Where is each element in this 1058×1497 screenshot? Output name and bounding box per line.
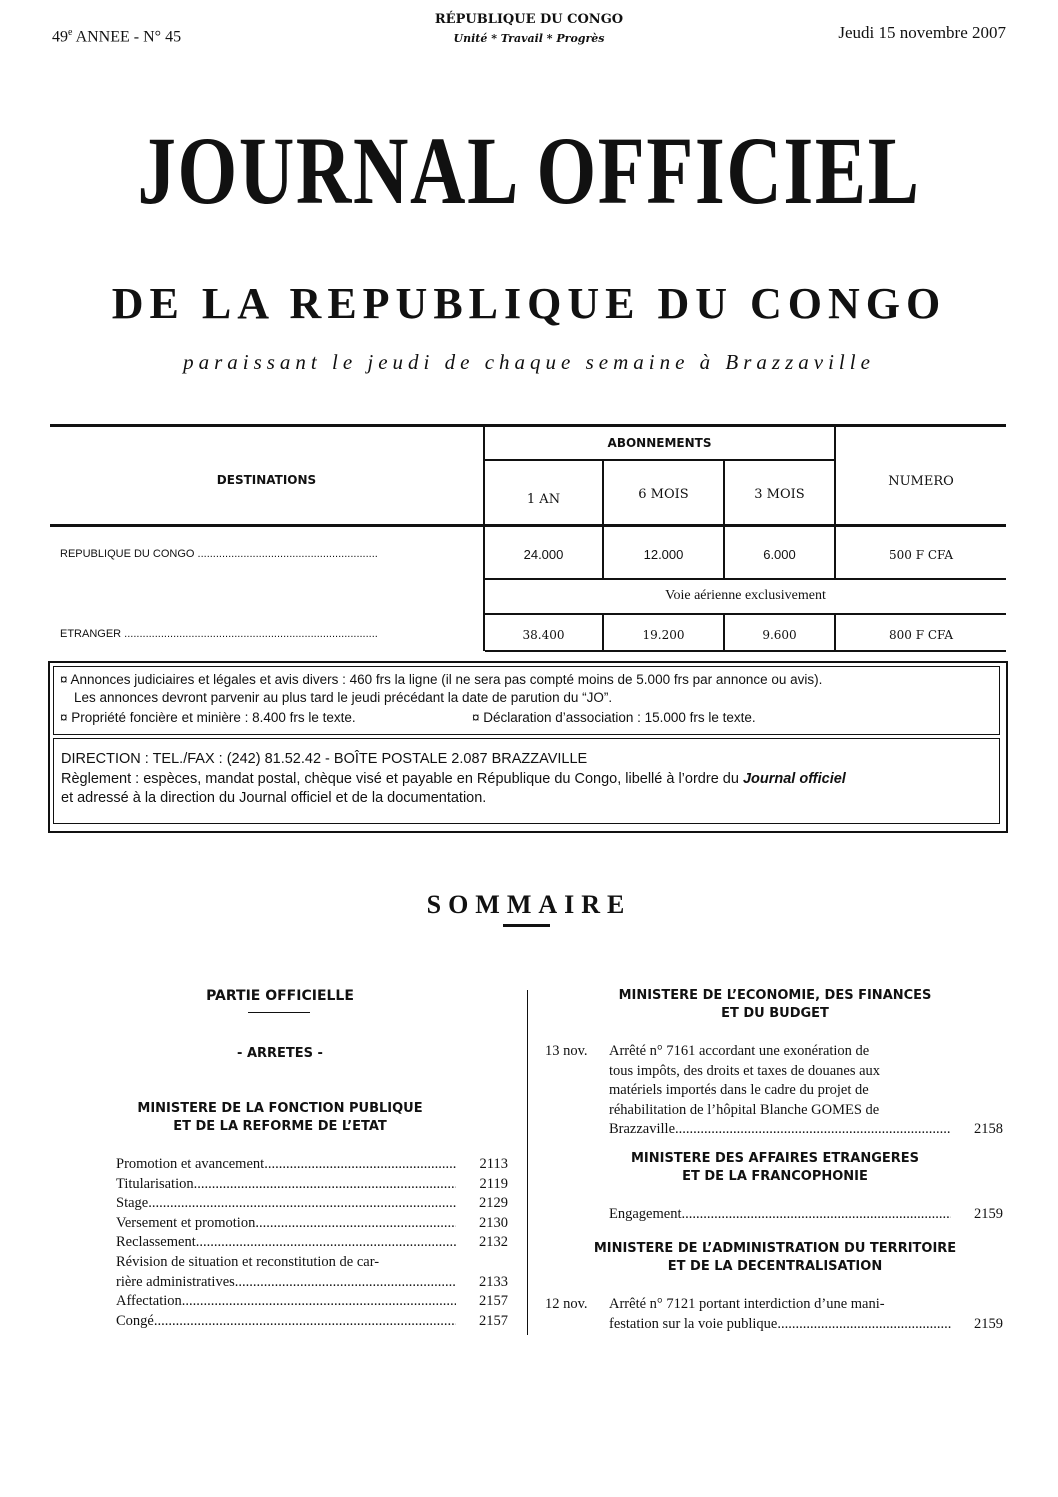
table-divider	[485, 613, 1006, 615]
table-header-rule	[50, 524, 1006, 527]
direction-box	[53, 738, 1000, 824]
entry-text-line: Arrêté n° 7161 accordant une exonération de	[609, 1043, 870, 1059]
column-divider	[527, 990, 528, 1335]
leader-dots	[194, 1175, 456, 1195]
toc-entry-page: 2157	[479, 1293, 508, 1310]
toc-entry[interactable]	[116, 1214, 508, 1234]
toc-entry-page: 2157	[479, 1312, 508, 1329]
journal-title: JOURNAL OFFICIEL	[137, 117, 921, 224]
entry-text-line: réhabilitation de l’hôpital Blanche GOMES de	[609, 1101, 880, 1118]
congo-6-mois: 12.000	[643, 547, 684, 562]
toc-entry-page: 2129	[479, 1195, 508, 1212]
toc-entry-page: 2132	[479, 1234, 508, 1251]
congo-1-an: 24.000	[523, 547, 564, 562]
arretes-heading: - ARRETES -	[237, 1046, 323, 1061]
table-divider	[485, 578, 1006, 580]
entry-date: 12 nov.	[545, 1296, 588, 1312]
toc-entry[interactable]	[116, 1233, 508, 1253]
col-1-an: 1 AN	[526, 492, 561, 507]
leader-dots	[255, 1214, 456, 1234]
congo-numero: 500 F CFA	[889, 548, 953, 562]
national-motto: Unité * Travail * Progrès	[453, 32, 605, 45]
voie-aerienne: Voie aérienne exclusivement	[665, 588, 826, 603]
leader-dots	[148, 1194, 456, 1214]
toc-entry[interactable]: Révision de situation et reconstitution de car-	[116, 1253, 380, 1270]
ministry-affaires-etrangeres: MINISTERE DES AFFAIRES ETRANGERES	[630, 1151, 920, 1166]
partie-officielle: PARTIE OFFICIELLE	[206, 988, 354, 1004]
toc-entry[interactable]	[116, 1194, 508, 1214]
etranger-numero: 800 F CFA	[889, 628, 953, 642]
etranger-1-an: 38.400	[522, 628, 565, 642]
journal-tagline: paraissant le jeudi de chaque semaine à Brazzaville	[183, 350, 875, 374]
table-top-rule	[50, 424, 1006, 427]
ministry-economie: MINISTERE DE L’ECONOMIE, DES FINANCES	[618, 988, 932, 1003]
ministry-fonction-publique: MINISTERE DE LA FONCTION PUBLIQUE	[137, 1101, 423, 1116]
entry-text-line: tous impôts, des droits et taxes de douanes aux	[609, 1062, 881, 1079]
notice-annonces: ¤ Annonces judiciaires et légales et avis divers : 460 frs la ligne (il ne sera pas compté moins de 5.000 frs par annonce ou avis).	[60, 672, 823, 687]
notices-box	[53, 666, 1000, 735]
sommaire-rule	[503, 924, 550, 927]
toc-entry[interactable]	[116, 1312, 508, 1332]
congo-3-mois: 6.000	[763, 547, 796, 562]
toc-entry-label: Congé	[116, 1312, 154, 1329]
ministry-fonction-publique-2: ET DE LA REFORME DE L’ETAT	[173, 1119, 387, 1134]
toc-entry-label: Titularisation	[116, 1175, 194, 1192]
toc-entry-page: 2130	[479, 1214, 508, 1231]
toc-entry-label: Promotion et avancement	[116, 1156, 265, 1172]
toc-entry-page: 2113	[479, 1156, 508, 1172]
direction-reglement: Règlement : espèces, mandat postal, chèque visé et payable en République du Congo, libellé à l’ordre du Journal officiel	[61, 771, 846, 787]
direction-adresse: et adressé à la direction du Journal officiel et de la documentation.	[61, 790, 487, 806]
toc-left	[116, 1155, 508, 1331]
issue-number: 49e ANNEE - N° 45	[52, 27, 182, 46]
leader-dots	[154, 1312, 456, 1332]
entry-text-line: matériels importés dans le cadre du projet de	[609, 1082, 869, 1099]
ministry-affaires-etrangeres-2: ET DE LA FRANCOPHONIE	[682, 1169, 868, 1184]
toc-entry[interactable]	[116, 1175, 508, 1195]
toc-entry-page: 2119	[479, 1175, 508, 1192]
leader-dots	[196, 1233, 456, 1253]
toc-entry-label: Affectation	[116, 1293, 182, 1310]
col-6-mois: 6 MOIS	[638, 487, 689, 502]
leader-dots	[264, 1155, 456, 1175]
partie-rule	[248, 1012, 310, 1013]
toc-entry-7121[interactable]: 12 nov. Arrêté n° 7121 portant interdiction d’une mani- festation sur la voie publique. ..... 2159	[545, 1295, 1003, 1334]
table-divider	[485, 459, 834, 461]
direction-contact: DIRECTION : TEL./FAX : (242) 81.52.42 - BOÎTE POSTALE 2.087 BRAZZAVILLE	[61, 751, 588, 767]
journal-subtitle: DE LA REPUBLIQUE DU CONGO	[111, 279, 947, 328]
row-etranger-label: ETRANGER ...................................................................................	[60, 628, 378, 640]
col-3-mois: 3 MOIS	[754, 487, 805, 502]
notice-association: ¤ Déclaration d’association : 15.000 frs le texte.	[472, 710, 756, 725]
col-numero: NUMERO	[888, 474, 954, 489]
toc-entry-label: Reclassement	[116, 1234, 196, 1251]
toc-entry[interactable]	[116, 1292, 508, 1312]
toc-entry-label: Stage	[116, 1195, 149, 1212]
notice-propriete: ¤ Propriété foncière et minière : 8.400 frs le texte.	[60, 710, 356, 725]
ministry-administration-territoire: MINISTERE DE L’ADMINISTRATION DU TERRITOIRE	[593, 1241, 957, 1256]
toc-entry-label: Versement et promotion	[116, 1214, 256, 1231]
etranger-6-mois: 19.200	[642, 628, 685, 642]
notice-delai: Les annonces devront parvenir au plus tard le jeudi précédant la date de parution du “JO”.	[74, 690, 613, 705]
toc-entry-engagement[interactable]: Engagement ..... 2159	[609, 1205, 1003, 1225]
leader-dots	[182, 1292, 456, 1312]
sommaire-title: SOMMAIRE	[426, 890, 632, 919]
ministry-economie-2: ET DU BUDGET	[721, 1006, 829, 1021]
col-abonnements: ABONNEMENTS	[607, 436, 712, 450]
issue-date: Jeudi 15 novembre 2007	[838, 23, 1006, 42]
col-destinations: DESTINATIONS	[216, 473, 317, 487]
toc-entry[interactable]	[116, 1155, 508, 1175]
etranger-3-mois: 9.600	[762, 628, 797, 642]
entry-date: 13 nov.	[545, 1043, 588, 1059]
row-congo-label: REPUBLIQUE DU CONGO ...........................................................	[60, 548, 378, 560]
toc-entry[interactable]: rière administratives ..... 2133	[116, 1273, 508, 1293]
toc-entry-7161[interactable]: 13 nov. Arrêté n° 7161 accordant une exonération de tous impôts, des droits et taxes de douanes aux matériels importés dans le cadre du projet de réhabilitation de l’hôpital Blanche GOMES de Brazzaville. ..... 2158	[545, 1042, 1003, 1140]
republic-label: RÉPUBLIQUE DU CONGO	[434, 12, 624, 27]
ministry-administration-territoire-2: ET DE LA DECENTRALISATION	[667, 1259, 883, 1274]
table-divider	[485, 650, 1006, 652]
